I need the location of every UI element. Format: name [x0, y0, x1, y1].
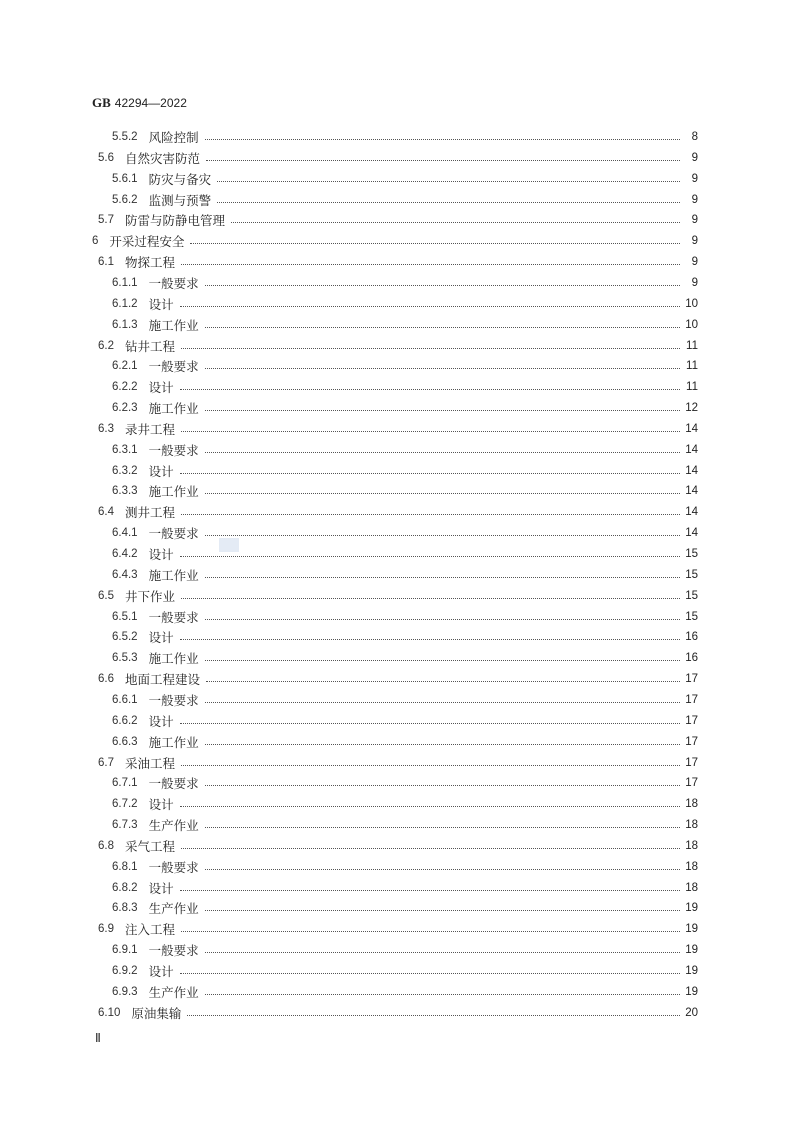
toc-entry-page: 10 — [685, 318, 698, 331]
toc-entry-number: 6.6 — [98, 673, 114, 686]
toc-entry-title: 设计 — [148, 547, 174, 562]
toc-entry-title: 设计 — [148, 296, 174, 312]
toc-entry[interactable] — [112, 898, 698, 918]
toc-entry-page: 17 — [685, 756, 698, 769]
toc-leader-dots — [180, 638, 680, 640]
toc-leader-dots — [181, 513, 680, 515]
toc-entry-page: 9 — [691, 193, 698, 206]
toc-entry[interactable] — [112, 461, 698, 481]
toc-entry[interactable] — [112, 878, 698, 898]
toc-leader-dots — [180, 388, 680, 390]
toc-entry[interactable] — [112, 857, 698, 877]
toc-entry-number: 6.7 — [98, 756, 114, 769]
toc-leader-dots — [205, 326, 680, 328]
toc-entry[interactable] — [112, 940, 698, 960]
toc-entry-number: 6.2 — [98, 339, 114, 352]
toc-entry-title: 施工作业 — [148, 401, 199, 417]
toc-entry-number: 5.6.1 — [112, 172, 138, 185]
toc-entry-number: 6.5 — [98, 589, 114, 602]
toc-entry-number: 6.7.1 — [112, 777, 138, 790]
toc-entry[interactable] — [112, 544, 698, 564]
toc-entry-page: 15 — [685, 589, 698, 602]
toc-entry-page: 14 — [685, 443, 698, 456]
toc-entry[interactable] — [112, 794, 698, 814]
toc-entry-number: 5.7 — [98, 214, 114, 227]
toc-entry[interactable] — [112, 127, 698, 147]
toc-entry-title: 施工作业 — [148, 567, 199, 583]
toc-entry-page: 16 — [685, 652, 698, 665]
toc-entry-number: 6.5.2 — [112, 631, 138, 644]
toc-entry-title: 采油工程 — [125, 755, 176, 771]
toc-entry-page: 9 — [691, 235, 698, 248]
toc-entry[interactable] — [112, 961, 698, 981]
toc-entry-page: 10 — [685, 297, 698, 310]
toc-entry-number: 6.4 — [98, 506, 114, 519]
toc-entry[interactable] — [98, 252, 698, 272]
toc-entry-title: 设计 — [148, 964, 174, 979]
toc-entry[interactable] — [112, 440, 698, 460]
toc-entry[interactable] — [112, 711, 698, 731]
toc-entry-number: 6.1.2 — [112, 297, 138, 310]
toc-entry-page: 17 — [685, 673, 698, 686]
toc-entry-number: 6.2.3 — [112, 402, 138, 415]
toc-leader-dots — [205, 451, 680, 453]
toc-leader-dots — [206, 159, 680, 161]
toc-entry-page: 20 — [685, 1006, 698, 1019]
toc-entry-title: 原油集输 — [131, 1005, 182, 1021]
toc-entry-page: 18 — [685, 819, 698, 832]
toc-entry[interactable] — [112, 690, 698, 710]
toc-entry-page: 8 — [691, 131, 698, 143]
toc-entry-title: 一般要求 — [148, 275, 199, 291]
toc-entry-page: 18 — [685, 881, 698, 894]
toc-entry-title: 设计 — [148, 797, 174, 813]
standard-number: 42294—2022 — [114, 96, 187, 110]
toc-entry[interactable] — [112, 377, 698, 397]
toc-entry-title: 物探工程 — [125, 255, 176, 271]
toc-entry-number: 6.6.3 — [112, 735, 138, 748]
toc-entry-title: 施工作业 — [148, 734, 199, 750]
toc-entry-number: 6.1 — [98, 256, 114, 269]
toc-leader-dots — [181, 430, 680, 432]
toc-entry-page: 15 — [685, 548, 698, 560]
toc-entry[interactable] — [98, 836, 698, 856]
toc-entry-page: 19 — [685, 923, 698, 936]
toc-leader-dots — [180, 972, 680, 974]
toc-leader-dots — [205, 492, 680, 494]
toc-entry-title: 一般要求 — [148, 692, 199, 708]
toc-entry[interactable] — [112, 815, 698, 835]
toc-entry-number: 6.1.1 — [112, 276, 138, 289]
toc-leader-dots — [205, 138, 680, 140]
toc-leader-dots — [181, 597, 680, 599]
toc-leader-dots — [205, 993, 680, 995]
toc-entry-page: 14 — [685, 422, 698, 435]
toc-entry[interactable] — [112, 982, 698, 1002]
toc-entry-title: 施工作业 — [148, 317, 199, 333]
toc-entry-title: 一般要求 — [148, 776, 199, 792]
toc-entry-title: 录井工程 — [125, 421, 176, 437]
toc-entry[interactable] — [112, 190, 698, 210]
toc-entry-title: 井下作业 — [125, 588, 176, 604]
toc-entry-number: 6.2.1 — [112, 360, 138, 373]
toc-entry-title: 钻井工程 — [125, 338, 176, 354]
toc-entry-title: 生产作业 — [148, 984, 199, 1000]
toc-leader-dots — [205, 367, 680, 369]
toc-leader-dots — [205, 868, 680, 870]
toc-entry-page: 14 — [685, 485, 698, 498]
toc-entry-page: 17 — [685, 735, 698, 748]
toc-entry-title: 防雷与防静电管理 — [125, 213, 226, 229]
toc-leader-dots — [181, 847, 680, 849]
toc-leader-dots — [205, 618, 680, 620]
toc-leader-dots — [205, 951, 680, 953]
toc-entry-page: 19 — [685, 902, 698, 915]
toc-entry-title: 监测与预警 — [148, 192, 212, 208]
toc-entry-number: 5.5.2 — [112, 131, 138, 143]
toc-entry[interactable] — [98, 336, 698, 356]
toc-entry-title: 注入工程 — [125, 922, 176, 938]
toc-leader-dots — [205, 909, 680, 911]
toc-entry-title: 自然灾害防范 — [125, 150, 201, 166]
toc-leader-dots — [205, 576, 680, 578]
toc-entry-number: 6.8 — [98, 839, 114, 852]
toc-entry-page: 16 — [685, 631, 698, 644]
toc-entry-page: 14 — [685, 527, 698, 540]
page-number-roman: Ⅱ — [95, 1031, 101, 1045]
toc-entry-page: 17 — [685, 714, 698, 727]
toc-entry-number: 6.8.2 — [112, 881, 138, 894]
toc-entry-number: 6.9 — [98, 923, 114, 936]
toc-entry-title: 一般要求 — [148, 526, 199, 542]
toc-leader-dots — [205, 659, 680, 661]
toc-entry-number: 6.5.3 — [112, 652, 138, 665]
toc-leader-dots — [205, 826, 680, 828]
toc-leader-dots — [180, 472, 680, 474]
toc-entry-page: 11 — [686, 381, 698, 394]
toc-entry-title: 防灾与备灾 — [148, 171, 212, 187]
toc-entry-number: 6.7.3 — [112, 819, 138, 832]
toc-entry-page: 15 — [685, 568, 698, 581]
toc-entry-page: 19 — [685, 985, 698, 998]
toc-entry[interactable] — [112, 627, 698, 647]
toc-entry-page: 9 — [691, 172, 698, 185]
toc-entry-page: 9 — [691, 256, 698, 269]
document-header — [92, 95, 187, 111]
toc-entry-number: 6.6.2 — [112, 714, 138, 727]
toc-entry-title: 测井工程 — [125, 505, 176, 521]
toc-entry-number: 6.9.3 — [112, 985, 138, 998]
toc-leader-dots — [180, 305, 680, 307]
toc-entry[interactable] — [112, 398, 698, 418]
toc-entry-number: 6.4.2 — [112, 548, 138, 560]
toc-leader-dots — [231, 221, 680, 223]
toc-leader-dots — [205, 701, 680, 703]
toc-entry-number: 6.8.1 — [112, 860, 138, 873]
toc-entry[interactable] — [112, 565, 698, 585]
toc-entry-page: 14 — [685, 506, 698, 519]
toc-entry-page: 14 — [685, 464, 698, 477]
toc-leader-dots — [181, 263, 680, 265]
toc-entry[interactable] — [92, 231, 698, 251]
toc-leader-dots — [180, 722, 680, 724]
toc-entry-page: 18 — [685, 860, 698, 873]
toc-entry[interactable] — [112, 273, 698, 293]
toc-entry[interactable] — [112, 773, 698, 793]
toc-entry-title: 生产作业 — [148, 818, 199, 834]
toc-entry-title: 施工作业 — [148, 484, 199, 500]
toc-entry-page: 18 — [685, 839, 698, 852]
toc-entry-title: 一般要求 — [148, 359, 199, 375]
toc-leader-dots — [217, 180, 680, 182]
toc-entry[interactable] — [112, 648, 698, 668]
toc-entry-title: 设计 — [148, 880, 174, 896]
toc-entry-title: 设计 — [148, 463, 174, 479]
toc-entry-number: 6.9.2 — [112, 965, 138, 977]
toc-entry-number: 6.10 — [98, 1006, 121, 1019]
toc-entry-number: 6.6.1 — [112, 693, 138, 706]
toc-entry[interactable] — [98, 419, 698, 439]
toc-entry-number: 6.4.1 — [112, 527, 138, 540]
toc-entry-number: 6.3.3 — [112, 485, 138, 498]
toc-entry-number: 6.3 — [98, 422, 114, 435]
toc-leader-dots — [205, 743, 680, 745]
toc-entry[interactable] — [98, 210, 698, 230]
toc-entry-title: 采气工程 — [125, 838, 176, 854]
toc-entry[interactable] — [98, 753, 698, 773]
toc-entry-page: 11 — [686, 339, 698, 352]
toc-leader-dots — [181, 764, 680, 766]
toc-leader-dots — [180, 555, 680, 557]
toc-entry-number: 5.6 — [98, 151, 114, 164]
toc-leader-dots — [205, 784, 680, 786]
toc-entry-number: 6 — [92, 235, 99, 248]
toc-entry-title: 施工作业 — [148, 651, 199, 667]
toc-entry-page: 18 — [685, 798, 698, 811]
toc-leader-dots — [205, 284, 680, 286]
standard-prefix: GB — [92, 95, 111, 110]
toc-entry-title: 一般要求 — [148, 859, 199, 875]
toc-entry-number: 6.9.1 — [112, 944, 138, 957]
toc-entry-page: 19 — [685, 944, 698, 957]
toc-entry-page: 11 — [686, 360, 698, 373]
toc-entry-page: 9 — [691, 276, 698, 289]
toc-entry-page: 19 — [685, 965, 698, 977]
toc-entry[interactable] — [98, 586, 698, 606]
toc-entry-title: 设计 — [148, 630, 174, 646]
toc-leader-dots — [181, 347, 680, 349]
toc-entry[interactable] — [98, 1003, 698, 1023]
toc-entry-title: 开采过程安全 — [109, 234, 185, 250]
toc-entry[interactable] — [112, 732, 698, 752]
toc-entry-title: 设计 — [148, 380, 174, 396]
toc-leader-dots — [206, 680, 680, 682]
toc-entry-title: 一般要求 — [148, 609, 199, 625]
toc-entry-number: 6.1.3 — [112, 318, 138, 331]
toc-leader-dots — [180, 805, 680, 807]
toc-entry[interactable] — [98, 919, 698, 939]
toc-leader-dots — [187, 1014, 680, 1016]
toc-leader-dots — [181, 930, 680, 932]
toc-entry-page: 15 — [685, 610, 698, 623]
toc-entry-title: 生产作业 — [148, 901, 199, 917]
toc-entry-page: 17 — [685, 693, 698, 706]
toc-entry-title: 设计 — [148, 713, 174, 729]
toc-entry-number: 6.3.1 — [112, 443, 138, 456]
toc-entry[interactable] — [112, 294, 698, 314]
toc-leader-dots — [205, 409, 680, 411]
toc-entry-number: 6.2.2 — [112, 381, 138, 394]
toc-entry-number: 6.7.2 — [112, 798, 138, 811]
toc-entry[interactable] — [112, 523, 698, 543]
toc-entry[interactable] — [112, 481, 698, 501]
toc-entry-page: 17 — [685, 777, 698, 790]
toc-entry-title: 一般要求 — [148, 943, 199, 959]
toc-entry[interactable] — [98, 502, 698, 522]
toc-entry-number: 6.8.3 — [112, 902, 138, 915]
toc-entry-number: 5.6.2 — [112, 193, 138, 206]
toc-entry[interactable] — [112, 607, 698, 627]
toc-entry-number: 6.5.1 — [112, 610, 138, 623]
toc-entry-page: 9 — [691, 151, 698, 164]
toc-entry[interactable] — [98, 148, 698, 168]
toc-leader-dots — [205, 534, 680, 536]
toc-leader-dots — [190, 242, 680, 244]
toc-leader-dots — [180, 889, 680, 891]
toc-entry-number: 6.4.3 — [112, 568, 138, 581]
toc-entry-title: 风险控制 — [148, 130, 199, 145]
toc-entry-page: 9 — [691, 214, 698, 227]
toc-entry-number: 6.3.2 — [112, 464, 138, 477]
toc-entry-title: 一般要求 — [148, 442, 199, 458]
toc-entry[interactable] — [98, 669, 698, 689]
toc-leader-dots — [217, 201, 680, 203]
toc-entry[interactable] — [112, 356, 698, 376]
toc-entry[interactable] — [112, 315, 698, 335]
toc-entry-page: 12 — [685, 402, 698, 415]
toc-entry-title: 地面工程建设 — [125, 672, 201, 688]
toc-entry[interactable] — [112, 169, 698, 189]
